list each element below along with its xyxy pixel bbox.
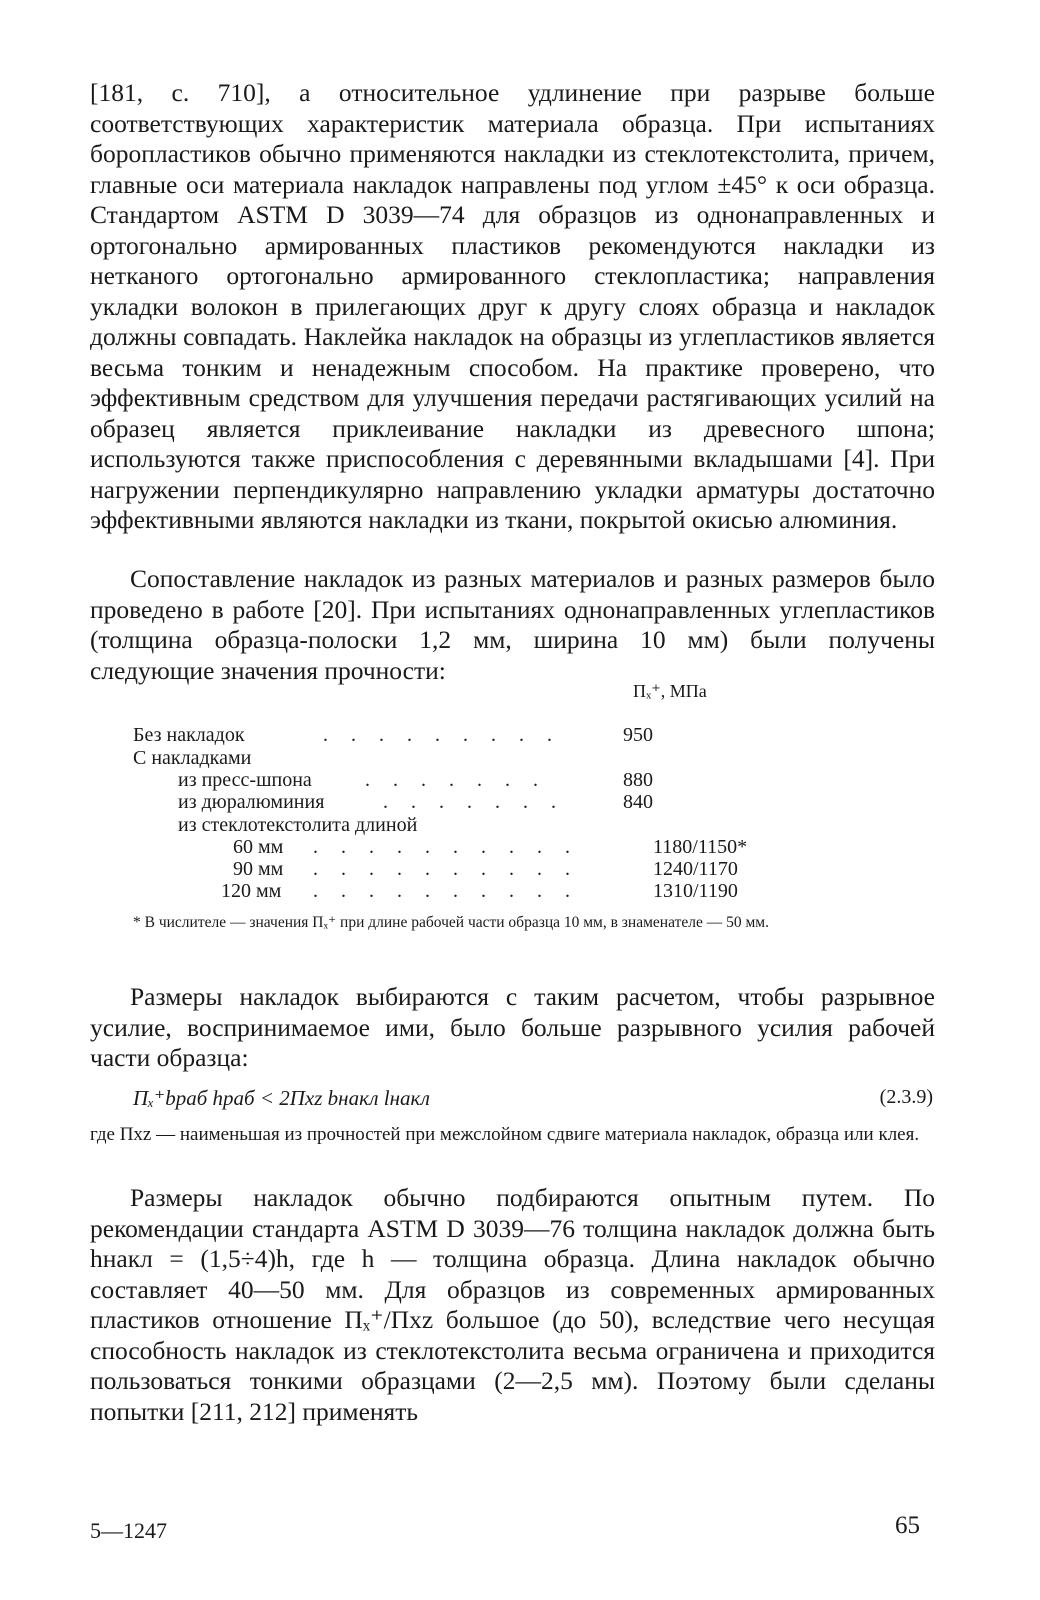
formula-number: (2.3.9) — [879, 1086, 933, 1108]
row-value: 1310/1190 — [653, 880, 738, 902]
row-value: 950 — [623, 724, 653, 746]
paragraph-4 — [90, 1183, 935, 1427]
row-label: 60 мм — [233, 836, 284, 858]
row-label: из пресс-шпона — [178, 769, 312, 791]
row-value: 840 — [623, 791, 653, 813]
signature-mark: 5—1247 — [90, 1518, 167, 1543]
row-label: Без накладок — [133, 724, 245, 746]
row-label: 90 мм — [233, 858, 284, 880]
paragraph-3 — [90, 982, 935, 1074]
paragraph-4-text: Размеры накладок обычно подбираются опытным путем. По рекомендации стандарта ASTM D 3039—76 толщина накладок должна быть hнакл = (1,5÷4)h, где h — толщина образца. Длина накладок обычно составляет 40—50 мм. Для образцов из современных армированных пластиков отношение Пₓ⁺/Пxz большое (до 50), вследствие чего несущая способность накладок из стеклотекстолита весьма ограничена и приходится пользоваться тонкими образцами (2—2,5 мм). Поэтому были сделаны попытки [211, 212] применять — [90, 1183, 935, 1426]
formula-explanation: где Пxz — наименьшая из прочностей при межслойном сдвиге материала накладок, образца или клея. — [90, 1124, 920, 1145]
paragraph-1: [181, с. 710], а относительное удлинение при разрыве больше соответствующих характеристик материала образца. При испытаниях боропластиков обычно применяются накладки из стеклотекстолита, причем, главные оси материала накладок направлены под углом ±45° к оси образца. Стандартом ASTM D 3039—74 для образцов из однонаправленных и ортогонально армированных пластиков рекомендуются накладки из нетканого ортогонально армированного стеклопластика; направления укладки волокон в прилегающих друг к другу слоях образца и накладок должны совпадать. Наклейка накладок на образцы из углепластиков является весьма тонким и ненадежным способом. На практике проверено, что эффективным средством для улучшения передачи растягивающих усилий на образец является приклеивание накладки из древесного шпона; используются также приспособления с деревянными вкладышами [4]. При нагружении перпендикулярно направлению укладки арматуры достаточно эффективными являются накладки из ткани, покрытой окисью алюминия. — [90, 78, 935, 534]
paragraph-3-text: Размеры накладок выбираются с таким расчетом, чтобы разрывное усилие, воспринимаемое ими, было больше разрывного усилия рабочей части образца: — [90, 982, 935, 1072]
table-footnote: * В числителе — значения Пₓ⁺ при длине рабочей части образца 10 мм, в знаменателе — 50 мм. — [133, 914, 769, 931]
row-label: из дюралюминия — [178, 791, 325, 813]
formula — [133, 1086, 933, 1111]
paragraph-2 — [90, 564, 935, 686]
row-value: 1180/1150* — [653, 836, 748, 858]
row-label: из стеклотекстолита длиной — [178, 814, 418, 836]
formula-expression: Пₓ⁺bраб hраб < 2Пxz bнакл lнакл — [133, 1086, 430, 1110]
row-value: 1240/1170 — [653, 858, 738, 880]
strength-table: Пₓ⁺, МПа Без накладок . . . . . . . . . 950 С накладками из пресс-шпона . . . . . . . 880 из дюралюминия . . . . . . . 840 из стеклотекстолита длиной 60 мм . . . . . . . . . . 1180/1150* 90 мм . . . . . . . . . . 1240/1170 120 мм . . . . . . . . . . 1310/1190 — [133, 681, 748, 902]
row-value: 880 — [623, 769, 653, 791]
paragraph-2-text: Сопоставление накладок из разных материалов и разных размеров было проведено в работе [20]. При испытаниях однонаправленных углепластиков (толщина образца-полоски 1,2 мм, ширина 10 мм) были получены следующие значения прочности: — [90, 564, 935, 685]
row-label: С накладками — [133, 747, 252, 769]
row-label: 120 мм — [221, 880, 282, 902]
page-number: 65 — [895, 1512, 920, 1539]
table-header: Пₓ⁺, МПа — [633, 681, 707, 701]
